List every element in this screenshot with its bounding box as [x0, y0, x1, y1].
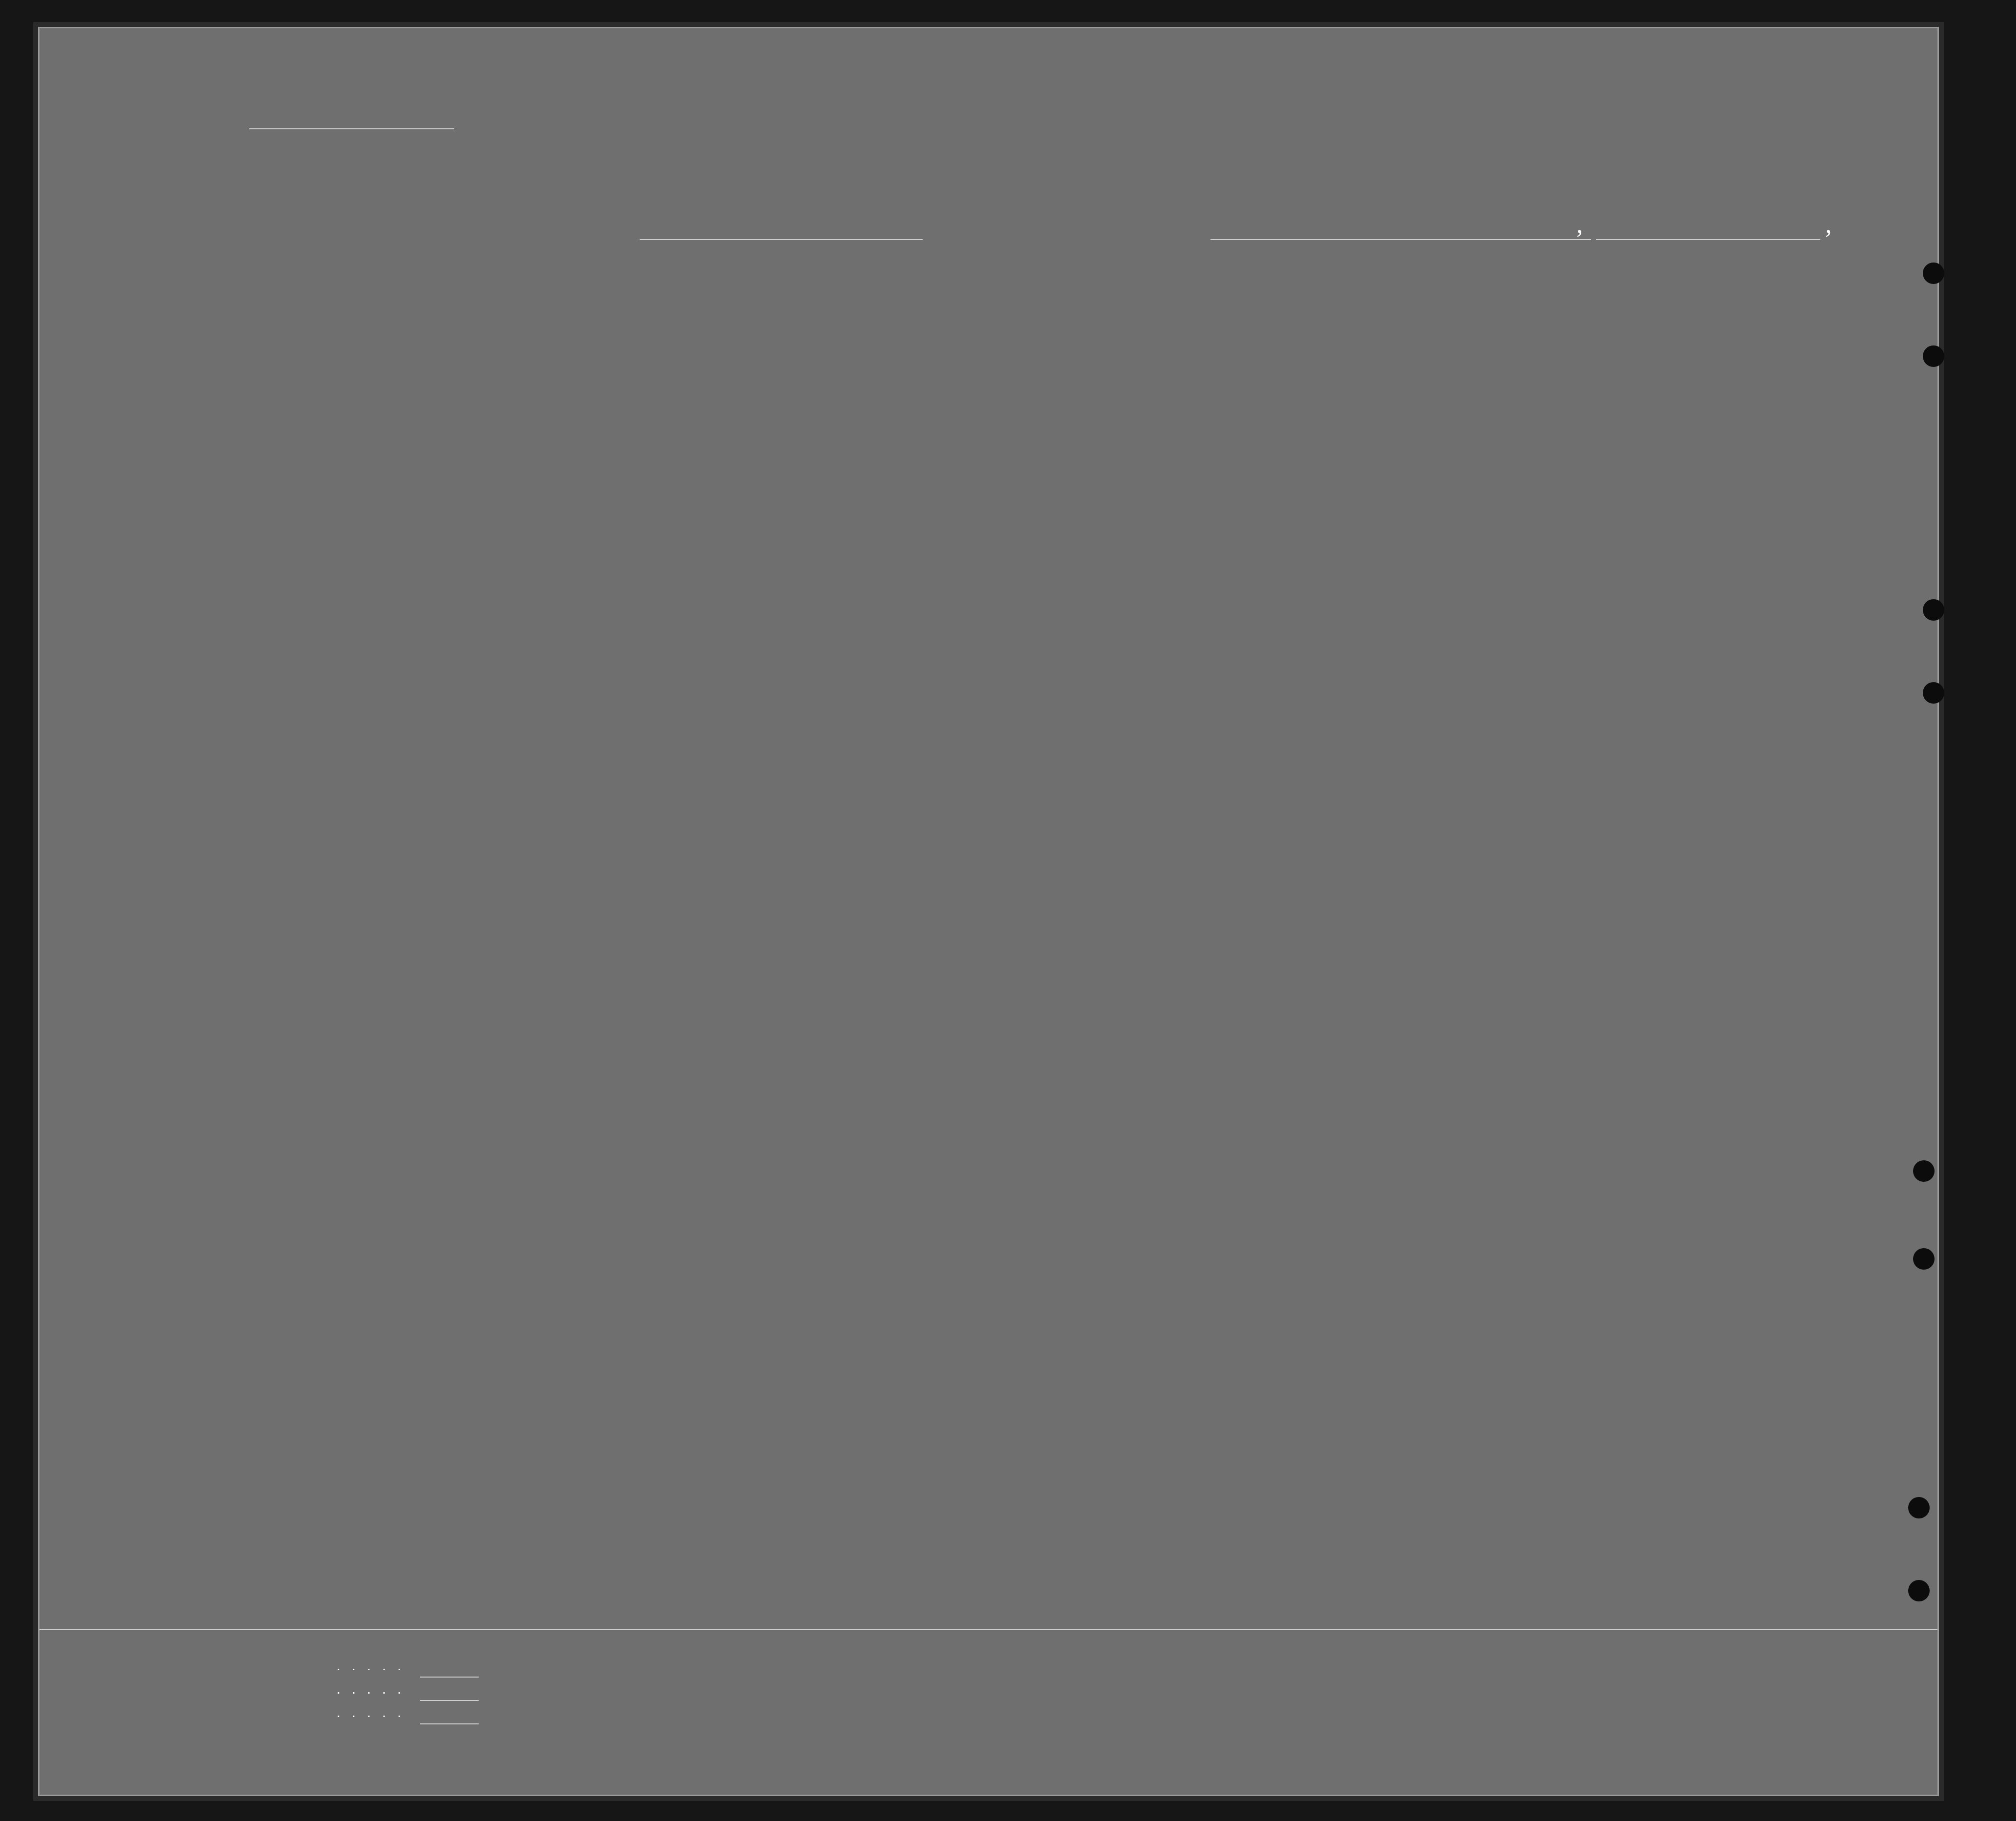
- punch-hole: [1913, 1160, 1935, 1182]
- footer-rule: [40, 1629, 1937, 1630]
- punch-hole: [1908, 1497, 1930, 1518]
- total-rule: [420, 1677, 479, 1678]
- total-dots: . . . . .: [337, 1662, 406, 1673]
- comma: ,: [1576, 209, 1583, 239]
- punch-hole: [1923, 263, 1944, 284]
- citizens-dots: . . . . .: [337, 1685, 406, 1696]
- punch-hole: [1923, 682, 1944, 704]
- comma2: ,: [1825, 209, 1832, 239]
- punch-hole: [1923, 599, 1944, 621]
- ship-rule: [640, 239, 923, 240]
- header-rule: [249, 128, 454, 129]
- aliens-rule: [420, 1723, 479, 1724]
- date-rule: [1596, 239, 1820, 240]
- citizens-rule: [420, 1700, 479, 1701]
- port-rule: [1210, 239, 1591, 240]
- manifest-sheet: [38, 27, 1939, 1796]
- punch-hole: [1908, 1580, 1930, 1601]
- punch-hole: [1913, 1248, 1935, 1270]
- aliens-dots: . . . . .: [337, 1709, 406, 1720]
- punch-hole: [1923, 345, 1944, 367]
